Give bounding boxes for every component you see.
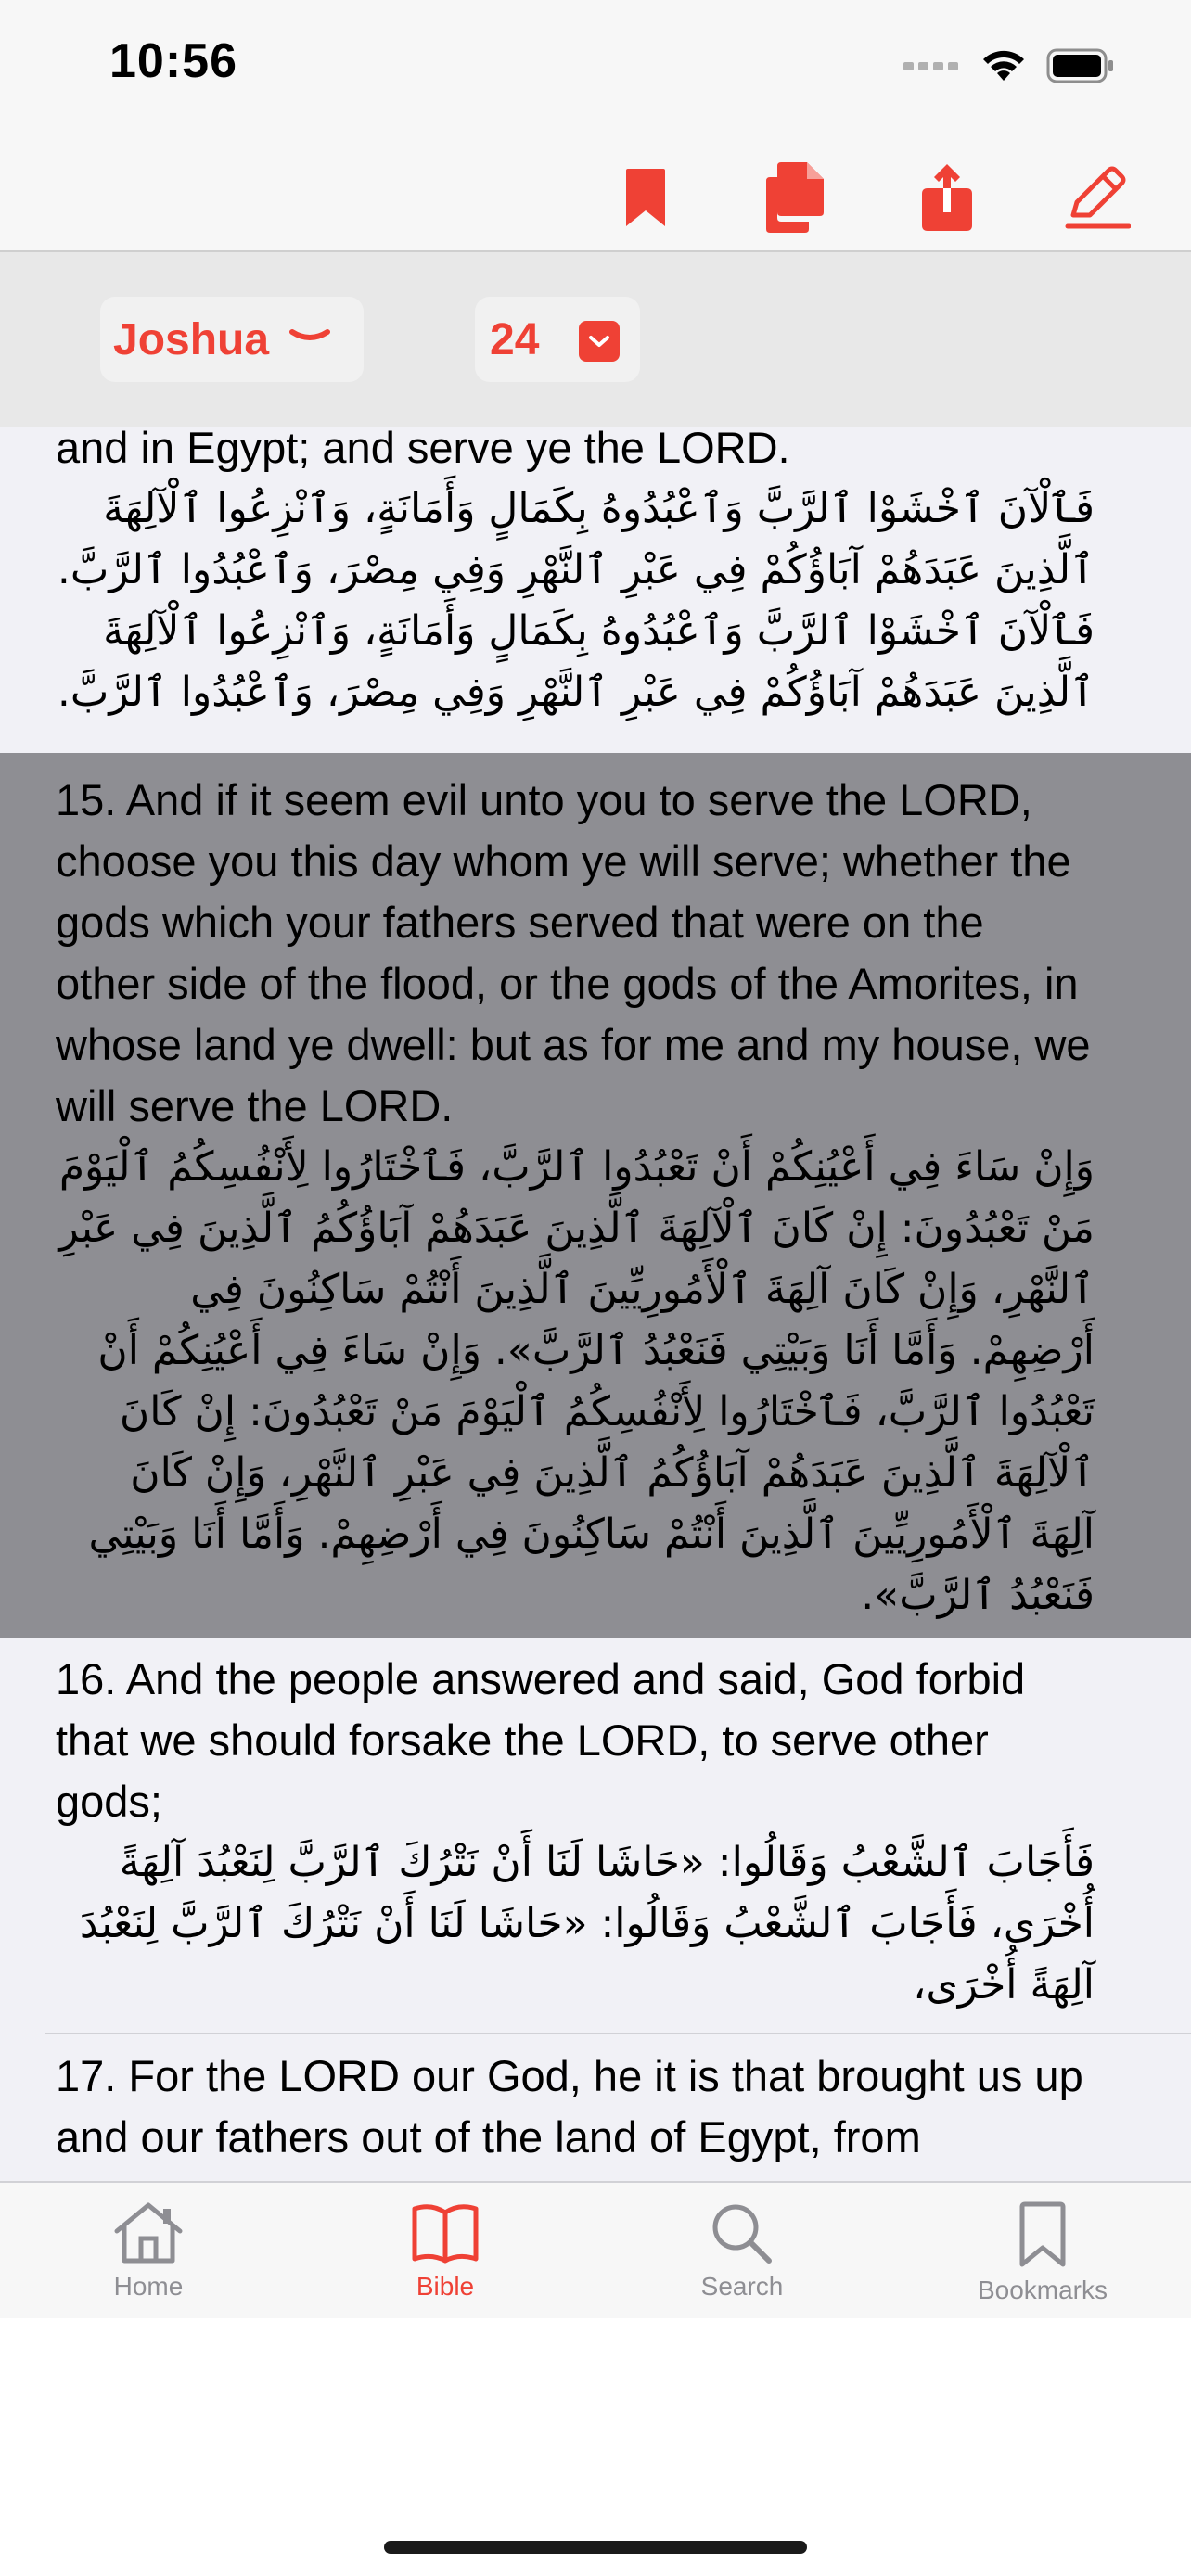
copy-icon bbox=[764, 160, 826, 235]
share-button[interactable] bbox=[905, 156, 989, 239]
verse-english-text: 15. And if it seem evil unto you to serve the LORD, choose you this day whom ye will serve; whether the gods which your fathers served that were on the other side of the flood, or the gods of the Amorites, in whose land ye dwell: but as for me and my house, we will serve the LORD. bbox=[56, 775, 1091, 1130]
cellular-signal-icon bbox=[903, 59, 961, 77]
home-area bbox=[0, 2318, 1191, 2576]
home-icon bbox=[111, 2201, 186, 2264]
bookmark-icon bbox=[1019, 2201, 1066, 2268]
chapter-selector[interactable] bbox=[475, 297, 640, 382]
status-time: 10:56 bbox=[109, 34, 237, 88]
status-bar bbox=[0, 0, 1191, 139]
bookmark-button[interactable] bbox=[604, 156, 687, 239]
chapter-label: 24 bbox=[490, 314, 540, 364]
book-selector[interactable] bbox=[100, 297, 364, 382]
tab-label: Home bbox=[113, 2272, 184, 2301]
verse-list[interactable] bbox=[0, 427, 1191, 2181]
share-icon bbox=[918, 162, 976, 233]
verse-arabic-text: وَإِنْ سَاءَ فِي أَعْيُنِكُمْ أَنْ تَعْبُدُوا ٱلرَّبَّ، فَٱخْتَارُوا لِأَنْفُسِكُمُ ٱلْيَوْمَ مَنْ تَعْبُدُونَ: إِنْ كَانَ ٱلْآلِهَةَ ٱلَّذِينَ عَبَدَهُمْ آبَاؤُكُمُ ٱلَّذِينَ فِي عَبْرِ ٱلنَّهْرِ، وَإِنْ كَانَ آلِهَةَ ٱلْأَمُورِيِّينَ ٱلَّذِينَ أَنْتُمْ سَاكِنُونَ فِي أَرْضِهِمْ. وَأَمَّا أَنَا وَبَيْتِي فَنَعْبُدُ ٱلرَّبَّ». وَإِنْ سَاءَ فِي أَعْيُنِكُمْ أَنْ تَعْبُدُوا ٱلرَّبَّ، فَٱخْتَارُوا لِأَنْفُسِكُمُ ٱلْيَوْمَ مَنْ تَعْبُدُونَ: إِنْ كَانَ ٱلْآلِهَةَ ٱلَّذِينَ عَبَدَهُمْ آبَاؤُكُمُ ٱلَّذِينَ فِي عَبْرِ ٱلنَّهْرِ، وَإِنْ كَانَ آلِهَةَ ٱلْأَمُورِيِّينَ ٱلَّذِينَ أَنْتُمْ سَاكِنُونَ فِي أَرْضِهِمْ. وَأَمَّا أَنَا وَبَيْتِي فَنَعْبُدُ ٱلرَّبَّ». bbox=[58, 1143, 1095, 1619]
tab-label: Search bbox=[700, 2272, 784, 2301]
tab-bookmarks[interactable] bbox=[950, 2201, 1135, 2313]
tab-label: Bible bbox=[416, 2272, 475, 2301]
selector-bar bbox=[0, 252, 1191, 427]
edit-icon bbox=[1064, 165, 1131, 230]
book-label: Joshua bbox=[113, 314, 270, 364]
chevron-down-icon bbox=[579, 321, 620, 362]
verse-item[interactable] bbox=[0, 2034, 1191, 2181]
tab-bible[interactable] bbox=[352, 2201, 538, 2313]
home-indicator[interactable] bbox=[384, 2541, 807, 2554]
copy-button[interactable] bbox=[753, 156, 837, 239]
bookmark-icon bbox=[624, 167, 667, 228]
chevron-down-icon bbox=[289, 328, 330, 351]
verse-english-text: 16. And the people answered and said, God forbid that we should forsake the LORD, to serve other gods; bbox=[56, 1654, 1026, 1826]
verse-item[interactable] bbox=[0, 1638, 1191, 2034]
verse-english-text: 17. For the LORD our God, he it is that brought us up and our fathers out of the land of Egypt, from bbox=[56, 2051, 1083, 2162]
tab-home[interactable] bbox=[56, 2201, 241, 2313]
tab-bar bbox=[0, 2181, 1191, 2318]
toolbar bbox=[0, 139, 1191, 252]
wifi-icon bbox=[980, 47, 1028, 89]
book-icon bbox=[409, 2201, 481, 2264]
tab-label: Bookmarks bbox=[977, 2276, 1108, 2304]
search-icon bbox=[710, 2201, 775, 2264]
verse-english-text: and in Egypt; and serve ye the LORD. bbox=[56, 427, 790, 472]
verse-arabic-text: فَأَجَابَ ٱلشَّعْبُ وَقَالُوا: «حَاشَا لَنَا أَنْ نَتْرُكَ ٱلرَّبَّ لِنَعْبُدَ آلِهَةً أُخْرَى، فَأَجَابَ ٱلشَّعْبُ وَقَالُوا: «حَاشَا لَنَا أَنْ نَتْرُكَ ٱلرَّبَّ لِنَعْبُدَ آلِهَةً أُخْرَى، bbox=[79, 1839, 1095, 2009]
edit-button[interactable] bbox=[1056, 156, 1139, 239]
verse-item-selected[interactable] bbox=[0, 753, 1191, 1638]
battery-icon bbox=[1046, 48, 1115, 88]
verse-arabic-text: فَٱلْآنَ ٱخْشَوْا ٱلرَّبَّ وَٱعْبُدُوهُ بِكَمَالٍ وَأَمَانَةٍ، وَٱنْزِعُوا ٱلْآلِهَةَ ٱلَّذِينَ عَبَدَهُمْ آبَاؤُكُمْ فِي عَبْرِ ٱلنَّهْرِ وَفِي مِصْرَ، وَٱعْبُدُوا ٱلرَّبَّ. فَٱلْآنَ ٱخْشَوْا ٱلرَّبَّ وَٱعْبُدُوهُ بِكَمَالٍ وَأَمَانَةٍ، وَٱنْزِعُوا ٱلْآلِهَةَ ٱلَّذِينَ عَبَدَهُمْ آبَاؤُكُمْ فِي عَبْرِ ٱلنَّهْرِ وَفِي مِصْرَ، وَٱعْبُدُوا ٱلرَّبَّ. bbox=[57, 485, 1095, 716]
status-icons bbox=[903, 45, 1115, 91]
tab-search[interactable] bbox=[649, 2201, 835, 2313]
